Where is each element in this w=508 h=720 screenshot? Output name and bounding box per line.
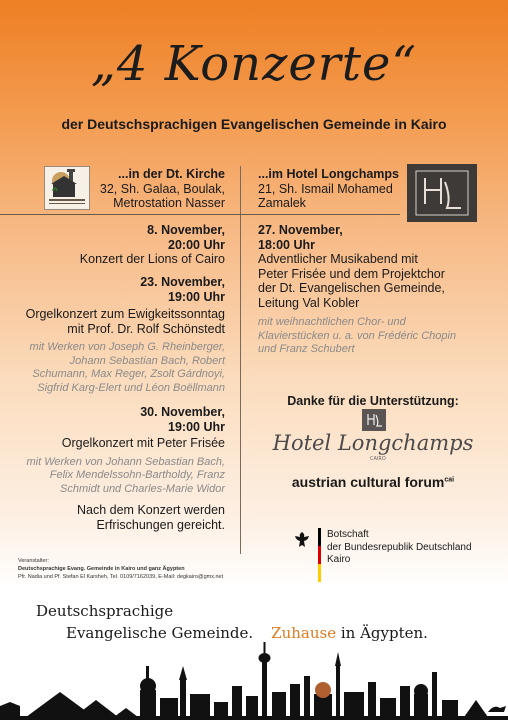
- eagle-icon: [292, 530, 312, 550]
- event-description: mit Prof. Dr. Rolf Schönstedt: [67, 321, 225, 336]
- hl-monogram-icon: [407, 164, 477, 222]
- organizer-line: Deutschsprachige Evang. Gemeinde in Kairo und ganz Ägypten: [18, 566, 185, 572]
- event-detail: Johann Sebastian Bach, Robert: [69, 354, 225, 367]
- poster-subtitle: der Deutschsprachigen Evangelischen Gemeinde in Kairo: [61, 116, 447, 132]
- closing-note: [16, 503, 225, 532]
- sponsors-heading: Danke für die Unterstützung:: [287, 394, 459, 408]
- federal-eagle-icon: [292, 530, 312, 550]
- event-detail: mit weihnachtlichen Chor- und: [258, 316, 406, 328]
- event-4: [258, 223, 488, 357]
- column-divider: [240, 166, 241, 554]
- event-3: [16, 405, 225, 496]
- event-time: 20:00 Uhr: [168, 237, 225, 252]
- event-detail: und Franz Schubert: [258, 343, 355, 355]
- embassy-text: [327, 529, 472, 567]
- footer-slogan-line1: Deutschsprachige: [36, 602, 174, 620]
- event-time: 18:00 Uhr: [258, 237, 315, 252]
- left-venue-address: Metrostation Nasser: [113, 196, 225, 210]
- left-separator: [0, 214, 240, 215]
- event-2: [16, 275, 225, 395]
- right-venue-address: Zamalek: [258, 196, 306, 210]
- event-time: 19:00 Uhr: [168, 289, 225, 304]
- event-detail: Sigfrid Karg-Elert und Léon Boëllmann: [37, 381, 225, 394]
- footer-slogan-part: in Ägypten.: [340, 624, 428, 642]
- cairo-skyline-silhouette: [0, 636, 508, 720]
- hotel-longchamps-logo: [407, 164, 477, 222]
- right-separator: [240, 214, 400, 215]
- event-time: 19:00 Uhr: [168, 419, 225, 434]
- event-detail: Felix Mendelssohn-Bartholdy, Franz: [49, 469, 225, 481]
- hl-small-icon: [362, 409, 386, 431]
- event-1: [16, 223, 225, 267]
- event-date: 27. November,: [258, 223, 343, 237]
- acf-suffix: cai: [444, 476, 455, 484]
- acf-name: austrian cultural forum: [291, 474, 445, 490]
- hotel-longchamps-wordmark: Hotel Longchamps: [272, 431, 474, 455]
- organizer-info: [18, 557, 223, 581]
- event-detail: mit Werken von Joseph G. Rheinberger,: [29, 341, 225, 353]
- right-venue-address: 21, Sh. Ismail Mohamed: [258, 181, 393, 196]
- event-detail: Schmidt und Charles-Marie Widor: [60, 482, 225, 495]
- german-flag-bar: [318, 528, 321, 582]
- event-description: der Dt. Evangelischen Gemeinde,: [258, 281, 445, 295]
- event-detail: Klavierstücken u. a. von Frédéric Chopin: [258, 329, 457, 342]
- embassy-line: der Bundesrepublik Deutschland: [327, 541, 472, 553]
- event-date: 23. November,: [140, 275, 225, 289]
- event-date: 8. November,: [147, 223, 225, 237]
- footer-slogan-accent: Zuhause: [271, 624, 337, 642]
- austrian-cultural-forum: [258, 474, 488, 490]
- poster-title: „4 Konzerte“: [91, 36, 417, 92]
- event-description: Orgelkonzert mit Peter Frisée: [61, 436, 225, 450]
- hotel-city: CAIRO: [370, 456, 386, 462]
- organizer-line: Pfr. Nadia und Pf. Stefan El Karsheh, Tel. 0109/7162039, E-Mail: degkairo@gmx.net: [18, 574, 224, 580]
- left-venue-address: 32, Sh. Galaa, Boulak,: [99, 181, 225, 196]
- right-venue-title: ...im Hotel Longchamps: [258, 167, 399, 181]
- event-detail: Schumann, Max Reger, Zsolt Gárdnoyi,: [32, 368, 225, 380]
- footer-slogan-part: Evangelische Gemeinde.: [66, 624, 254, 642]
- closing-line: Nach dem Konzert werden: [77, 503, 225, 517]
- left-venue-title: ...in der Dt. Kirche: [118, 167, 225, 181]
- closing-line: Erfrischungen gereicht.: [96, 517, 225, 532]
- left-venue: [16, 167, 225, 211]
- organizer-line: Veranstalter:: [18, 558, 49, 564]
- embassy-line: Kairo: [327, 554, 351, 565]
- embassy-line: Botschaft: [327, 529, 369, 540]
- event-detail: mit Werken von Johann Sebastian Bach,: [26, 455, 225, 468]
- event-description: Orgelkonzert zum Ewigkeitssonntag: [25, 307, 225, 321]
- hotel-small-logo: [362, 409, 386, 431]
- event-description: Konzert der Lions of Cairo: [79, 252, 225, 266]
- event-description: Peter Frisée und dem Projektchor: [258, 266, 445, 281]
- event-date: 30. November,: [140, 405, 225, 419]
- event-description: Leitung Val Kobler: [258, 295, 360, 310]
- event-description: Adventlicher Musikabend mit: [258, 252, 418, 266]
